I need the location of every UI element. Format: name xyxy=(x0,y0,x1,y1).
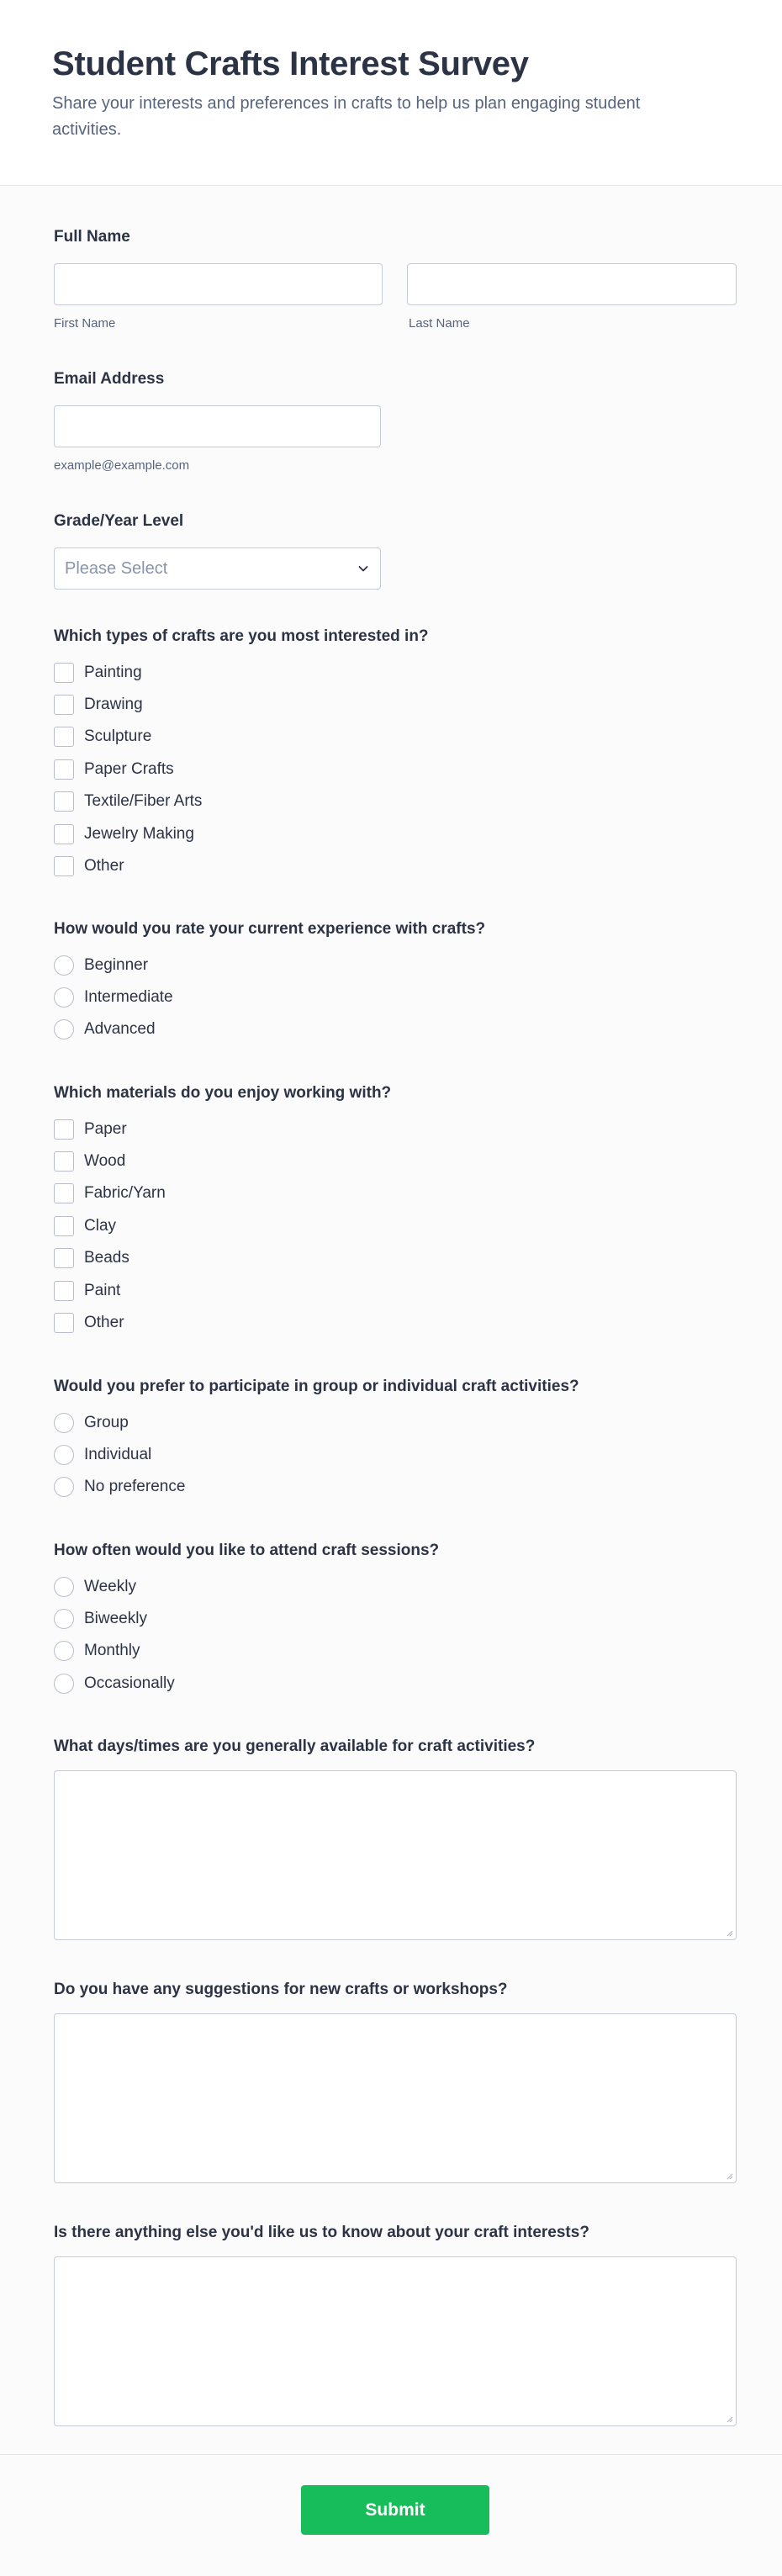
form-header xyxy=(0,0,782,186)
checkbox[interactable] xyxy=(54,1281,74,1301)
option-label: Jewelry Making xyxy=(84,825,194,843)
option-label: Beads xyxy=(84,1249,129,1267)
radio[interactable] xyxy=(54,1577,74,1597)
checkbox[interactable] xyxy=(54,695,74,715)
option-label: Group xyxy=(84,1414,129,1431)
checkbox[interactable] xyxy=(54,1119,74,1140)
craft-option-textile[interactable] xyxy=(54,790,202,813)
experience-option-beginner[interactable] xyxy=(54,954,148,977)
suggestions-label: Do you have any suggestions for new crafts or workshops? xyxy=(54,1981,508,1998)
material-option-paper[interactable] xyxy=(54,1118,127,1141)
experience-option-intermediate[interactable] xyxy=(54,986,173,1009)
option-label: Drawing xyxy=(84,696,143,713)
chevron-down-icon xyxy=(357,562,370,575)
email-input[interactable] xyxy=(54,405,381,447)
frequency-option-biweekly[interactable] xyxy=(54,1607,147,1631)
option-label: Paint xyxy=(84,1282,121,1299)
option-label: Monthly xyxy=(84,1642,140,1659)
checkbox[interactable] xyxy=(54,663,74,683)
material-option-wood[interactable] xyxy=(54,1150,125,1173)
grade-select-value: Please Select xyxy=(65,559,168,578)
option-label: Advanced xyxy=(84,1020,156,1038)
full-name-field xyxy=(54,227,737,336)
experience-field xyxy=(54,919,737,1045)
option-label: Paper xyxy=(84,1120,127,1138)
frequency-label: How often would you like to attend craft sessions? xyxy=(54,1542,440,1559)
material-option-paint[interactable] xyxy=(54,1279,120,1303)
frequency-option-monthly[interactable] xyxy=(54,1639,140,1663)
participation-option-individual[interactable] xyxy=(54,1443,151,1467)
option-label: Intermediate xyxy=(84,988,173,1006)
other-info-textarea[interactable] xyxy=(54,2256,737,2426)
option-label: Textile/Fiber Arts xyxy=(84,792,203,810)
option-label: Clay xyxy=(84,1217,117,1235)
craft-option-other[interactable] xyxy=(54,854,124,878)
checkbox[interactable] xyxy=(54,856,74,876)
material-option-beads[interactable] xyxy=(54,1246,129,1270)
option-label: Wood xyxy=(84,1152,126,1170)
option-label: Individual xyxy=(84,1446,152,1463)
craft-option-drawing[interactable] xyxy=(54,693,143,717)
checkbox[interactable] xyxy=(54,1248,74,1268)
grade-field xyxy=(54,511,737,629)
participation-field xyxy=(54,1377,737,1503)
suggestions-textarea[interactable] xyxy=(54,2013,737,2183)
grade-label: Grade/Year Level xyxy=(54,512,184,530)
full-name-label: Full Name xyxy=(54,228,130,246)
craft-option-sculpture[interactable] xyxy=(54,725,151,748)
availability-textarea[interactable] xyxy=(54,1770,737,1940)
participation-label: Would you prefer to participate in group or individual craft activities? xyxy=(54,1378,579,1395)
frequency-field xyxy=(54,1541,737,1701)
materials-label: Which materials do you enjoy working with? xyxy=(54,1084,392,1102)
option-label: Occasionally xyxy=(84,1674,175,1692)
radio[interactable] xyxy=(54,1641,74,1661)
materials-field xyxy=(54,1083,737,1336)
submit-button[interactable]: Submit xyxy=(301,2485,489,2535)
option-label: Sculpture xyxy=(84,727,152,745)
resize-grip-icon[interactable] xyxy=(725,2415,733,2423)
option-label: Other xyxy=(84,1314,124,1331)
radio[interactable] xyxy=(54,1413,74,1433)
craft-option-paper-crafts[interactable] xyxy=(54,758,174,781)
option-label: Other xyxy=(84,857,124,875)
first-name-input[interactable] xyxy=(54,263,383,305)
option-label: Beginner xyxy=(84,956,149,974)
checkbox[interactable] xyxy=(54,1151,74,1172)
suggestions-field xyxy=(54,1980,737,2186)
other-info-label: Is there anything else you'd like us to know about your craft interests? xyxy=(54,2224,589,2241)
email-sublabel: example@example.com xyxy=(54,458,190,473)
craft-types-label: Which types of crafts are you most interested in? xyxy=(54,627,429,645)
frequency-option-weekly[interactable] xyxy=(54,1575,136,1599)
last-name-input[interactable] xyxy=(407,263,737,305)
option-label: Weekly xyxy=(84,1578,136,1595)
material-option-fabric[interactable] xyxy=(54,1182,166,1205)
checkbox[interactable] xyxy=(54,824,74,844)
email-label: Email Address xyxy=(54,370,165,388)
radio[interactable] xyxy=(54,1445,74,1465)
last-name-sublabel: Last Name xyxy=(409,316,470,331)
radio[interactable] xyxy=(54,1674,74,1694)
grade-select[interactable] xyxy=(54,547,381,590)
experience-option-advanced[interactable] xyxy=(54,1018,156,1041)
option-label: Painting xyxy=(84,664,142,681)
experience-label: How would you rate your current experience with crafts? xyxy=(54,920,486,938)
resize-grip-icon[interactable] xyxy=(725,2171,733,2180)
radio[interactable] xyxy=(54,987,74,1008)
availability-label: What days/times are you generally available for craft activities? xyxy=(54,1738,536,1755)
checkbox[interactable] xyxy=(54,759,74,780)
first-name-sublabel: First Name xyxy=(54,316,116,331)
radio[interactable] xyxy=(54,1609,74,1629)
radio[interactable] xyxy=(54,1019,74,1039)
checkbox[interactable] xyxy=(54,1216,74,1236)
participation-option-group[interactable] xyxy=(54,1411,129,1435)
checkbox[interactable] xyxy=(54,1313,74,1333)
option-label: Paper Crafts xyxy=(84,760,174,778)
craft-option-jewelry[interactable] xyxy=(54,823,194,846)
availability-field xyxy=(54,1737,737,1943)
checkbox[interactable] xyxy=(54,1183,74,1203)
material-option-clay[interactable] xyxy=(54,1214,116,1238)
checkbox[interactable] xyxy=(54,791,74,812)
radio[interactable] xyxy=(54,955,74,976)
form-title: Student Crafts Interest Survey xyxy=(52,45,529,82)
option-label: No preference xyxy=(84,1478,186,1495)
option-label: Fabric/Yarn xyxy=(84,1184,166,1202)
checkbox[interactable] xyxy=(54,727,74,747)
form-subtitle: Share your interests and preferences in crafts to help us plan engaging student activities. xyxy=(52,94,641,139)
resize-grip-icon[interactable] xyxy=(725,1928,733,1937)
option-label: Biweekly xyxy=(84,1610,147,1627)
material-option-other[interactable] xyxy=(54,1311,124,1335)
participation-option-no-preference[interactable] xyxy=(54,1475,185,1499)
footer-divider xyxy=(0,2454,782,2455)
email-field xyxy=(54,369,737,479)
craft-option-painting[interactable] xyxy=(54,661,142,685)
other-info-field xyxy=(54,2223,737,2429)
radio[interactable] xyxy=(54,1477,74,1497)
frequency-option-occasionally[interactable] xyxy=(54,1672,175,1695)
craft-types-field xyxy=(54,627,737,879)
